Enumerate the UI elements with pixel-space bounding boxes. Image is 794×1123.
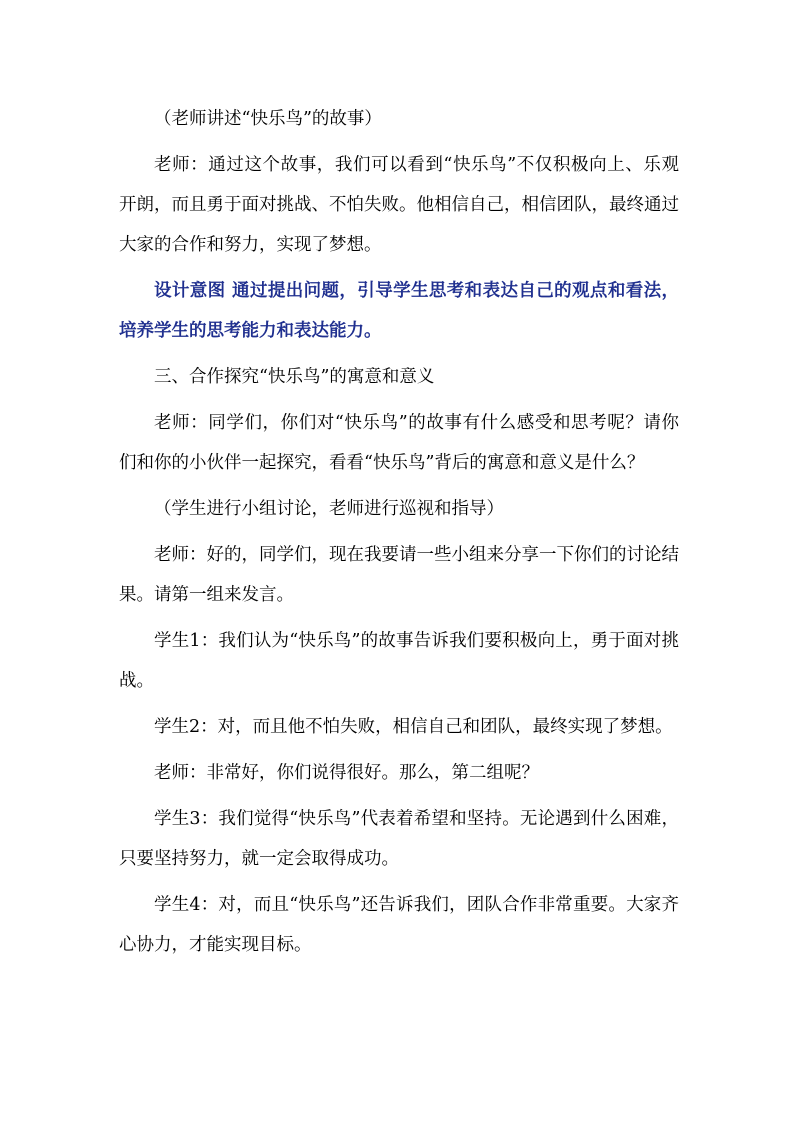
paragraph-teacher-question: 老师：同学们，你们对“快乐鸟”的故事有什么感受和思考呢？请你们和你的小伙伴一起探究，看看“快乐鸟”背后的寓意和意义是什么？ xyxy=(119,413,679,473)
paragraph-student-1: 学生1：我们认为“快乐鸟”的故事告诉我们要积极向上，勇于面对挑战。 xyxy=(119,631,679,691)
paragraph-design-intent: 设计意图 通过提出问题，引导学生思考和表达自己的观点和看法，培养学生的思考能力和表达能力。 xyxy=(119,281,679,341)
paragraph-teacher-praise: 老师：非常好，你们说得很好。那么，第二组呢？ xyxy=(154,763,539,783)
document-body xyxy=(119,99,679,971)
paragraph-story-narration: （老师讲述“快乐鸟”的故事） xyxy=(154,109,382,129)
section-heading-cooperative-inquiry: 三、合作探究“快乐鸟”的寓意和意义 xyxy=(154,367,435,387)
paragraph-group-discussion: （学生进行小组讨论，老师进行巡视和指导） xyxy=(154,499,504,519)
paragraph-student-3: 学生3：我们觉得“快乐鸟”代表着希望和坚持。无论遇到什么困难，只要坚持努力，就一定会取得成功。 xyxy=(119,809,679,869)
paragraph-student-2: 学生2：对，而且他不怕失败，相信自己和团队，最终实现了梦想。 xyxy=(154,717,673,737)
paragraph-teacher-summary: 老师：通过这个故事，我们可以看到“快乐鸟”不仅积极向上、乐观开朗，而且勇于面对挑战、不怕失败。他相信自己，相信团队，最终通过大家的合作和努力，实现了梦想。 xyxy=(119,155,679,255)
paragraph-teacher-invite: 老师：好的，同学们，现在我要请一些小组来分享一下你们的讨论结果。请第一组来发言。 xyxy=(119,545,679,605)
paragraph-student-4: 学生4：对，而且“快乐鸟”还告诉我们，团队合作非常重要。大家齐心协力，才能实现目标。 xyxy=(119,895,679,955)
